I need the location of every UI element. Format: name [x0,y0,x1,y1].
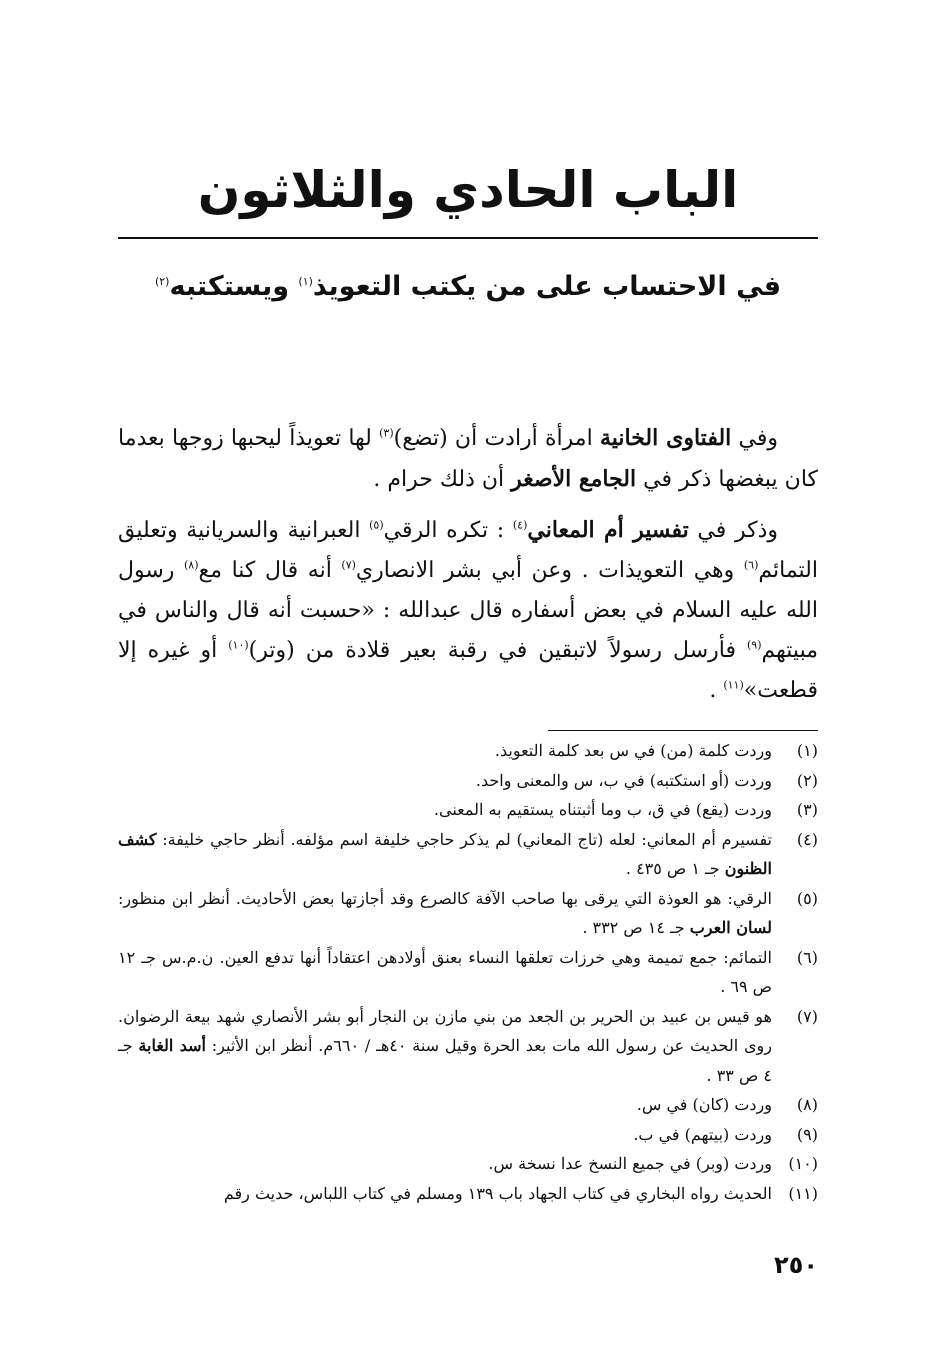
footnote-number: (٨) [796,1095,818,1114]
text-run: لها تعويذاً ليحبها زوجها بعدما كان يبغضها ذكر في [118,426,818,492]
text-run: أنه قال كنا مع [198,558,342,583]
chapter-title: الباب الحادي والثلاثون [197,161,739,219]
footnote-text [118,1002,772,1091]
text-run: . [709,678,724,703]
text-run: وردت (بيتهم) في ب. [633,1124,772,1144]
text-run: رسول الله عليه السلام في بعض أسفاره قال عبدالله : «حسبت أنه قال والناس في مبيتهم [118,558,818,663]
footnote-number: (٤) [796,829,818,849]
footnote-number: (٩) [796,1124,818,1144]
footnote-text [118,884,772,943]
footnote-number: (١١) [788,1183,818,1203]
text-run: وردت (وبر) في جميع النسخ عدا نسخة س. [488,1154,772,1173]
text-run: العبرانية والسريانية وتعليق التمائم [118,518,818,583]
text-run: أن ذلك حرام . [373,467,512,492]
text-run: وردت (كان) في س. [636,1095,772,1114]
footnote [118,1090,818,1120]
footnote [118,1179,818,1209]
footnote-text [118,736,772,766]
footnote-ref: (٦) [743,558,759,572]
footnote [118,795,818,825]
footnote-text [118,1149,772,1179]
footnote-ref: (٣) [379,426,394,440]
chapter-subtitle [118,262,818,312]
text-run: : تكره الرقي [383,518,513,543]
text-run: وهي التعويذات . وعن أبي بشر الانصاري [355,558,744,583]
footnote-ref: (٤) [512,518,528,532]
footnote-divider [548,730,818,731]
footnote-ref: (٨) [184,558,199,572]
text-run: هو قيس بن عبيد بن الحرير بن الجعد من بني مازن بن النجار أبو بشر الأنصاري شهد بيعة الرضوان. روى الحديث عن رسول الله مات بعد الحرة وقيل سنة ٤٠هـ / ٦٦٠م. أنظر ابن الأثير: [118,1006,772,1055]
book-title: الجامع الأصغر [511,466,637,492]
footnote-ref: (١) [298,275,313,288]
text-run: جـ ١٤ ص ٣٣٢ . [582,918,690,937]
footnote-number: (٥) [796,888,818,908]
footnote-text [118,943,772,1002]
paragraph-1 [118,418,818,500]
footnote-ref: (٥) [369,518,384,532]
footnote-number: (٣) [796,800,818,819]
footnote-number: (١) [796,741,818,760]
text-run: امرأة أرادت أن (تضع) [393,426,600,451]
paragraph-2 [118,510,818,711]
footnote [118,884,818,943]
text-run: تفسيرم أم المعاني: لعله (تاج المعاني) لم يذكر حاجي خليفة اسم مؤلفه. أنظر حاجي خليفة: [162,829,773,849]
text-run: التمائم: جمع تميمة وهي خرزات تعلقها النساء بعنق أولادهن اعتقاداً أنها تدفع العين. ن.م.س جـ ١٢ ص ٦٩ . [118,947,772,996]
footnote [118,766,818,796]
text-run: فأرسل رسولاً لاتبقين في رقبة بعير قلادة من (وتر) [248,638,747,663]
footnote [118,1002,818,1091]
title-divider [118,237,818,239]
footnote-ref: (١٠) [228,638,249,652]
footnote [118,825,818,884]
footnote [118,943,818,1002]
footnote-text [118,766,772,796]
footnote-text [118,795,772,825]
subtitle-text: في الاحتساب على من يكتب التعويذ [312,271,782,302]
text-run: جـ ١ ص ٤٣٥ . [625,859,725,878]
footnote [118,736,818,766]
footnote-ref: (٩) [747,638,762,652]
text-run: وردت (أو استكتبه) في ب، س والمعنى واحد. [475,770,772,790]
footnotes [118,736,818,1208]
text-run: وردت كلمة (من) في س بعد كلمة التعويذ. [494,741,772,760]
footnote-ref: (٧) [341,558,356,572]
footnote-text [118,1120,772,1150]
footnote-text [118,1090,772,1120]
text-run: أو غيره إلا قطعت» [118,638,818,703]
main-text [118,418,818,711]
page-number: ٢٥٠ [774,1251,818,1279]
footnote-number: (٧) [796,1006,818,1026]
text-run: جـ ٤ ص ٣٣ . [118,1036,772,1085]
subtitle-text: ويستكتبه [169,271,289,302]
book-title: أسد الغابة [138,1036,206,1055]
book-title: تفسير أم المعاني [527,517,689,543]
footnote-number: (٢) [796,770,818,790]
footnote-text [118,825,772,884]
footnote [118,1120,818,1150]
book-title: لسان العرب [689,918,772,937]
footnote-ref: (٢) [154,275,170,288]
book-title: الفتاوى الخانية [599,425,732,451]
text-run: الحديث رواه البخاري في كتاب الجهاد باب ١٣٩ ومسلم في كتاب اللباس، حديث رقم [223,1183,772,1203]
footnote-number: (٦) [796,947,818,967]
text-run: وردت (يقع) في ق، ب وما أثبتناه يستقيم به المعنى. [433,800,772,819]
footnote-text [118,1179,772,1209]
footnote-ref: (١١) [723,678,744,692]
footnote [118,1149,818,1179]
book-title: كشف الظنون [118,829,772,878]
text-run: وفي [731,426,778,451]
footnote-number: (١٠) [788,1154,818,1173]
text-run: وذكر في [688,518,778,543]
text-run: الرقي: هو العوذة التي يرقى بها صاحب الآفة كالصرع وقد أجازتها بعض الأحاديث. أنظر ابن منظور: [118,888,772,908]
